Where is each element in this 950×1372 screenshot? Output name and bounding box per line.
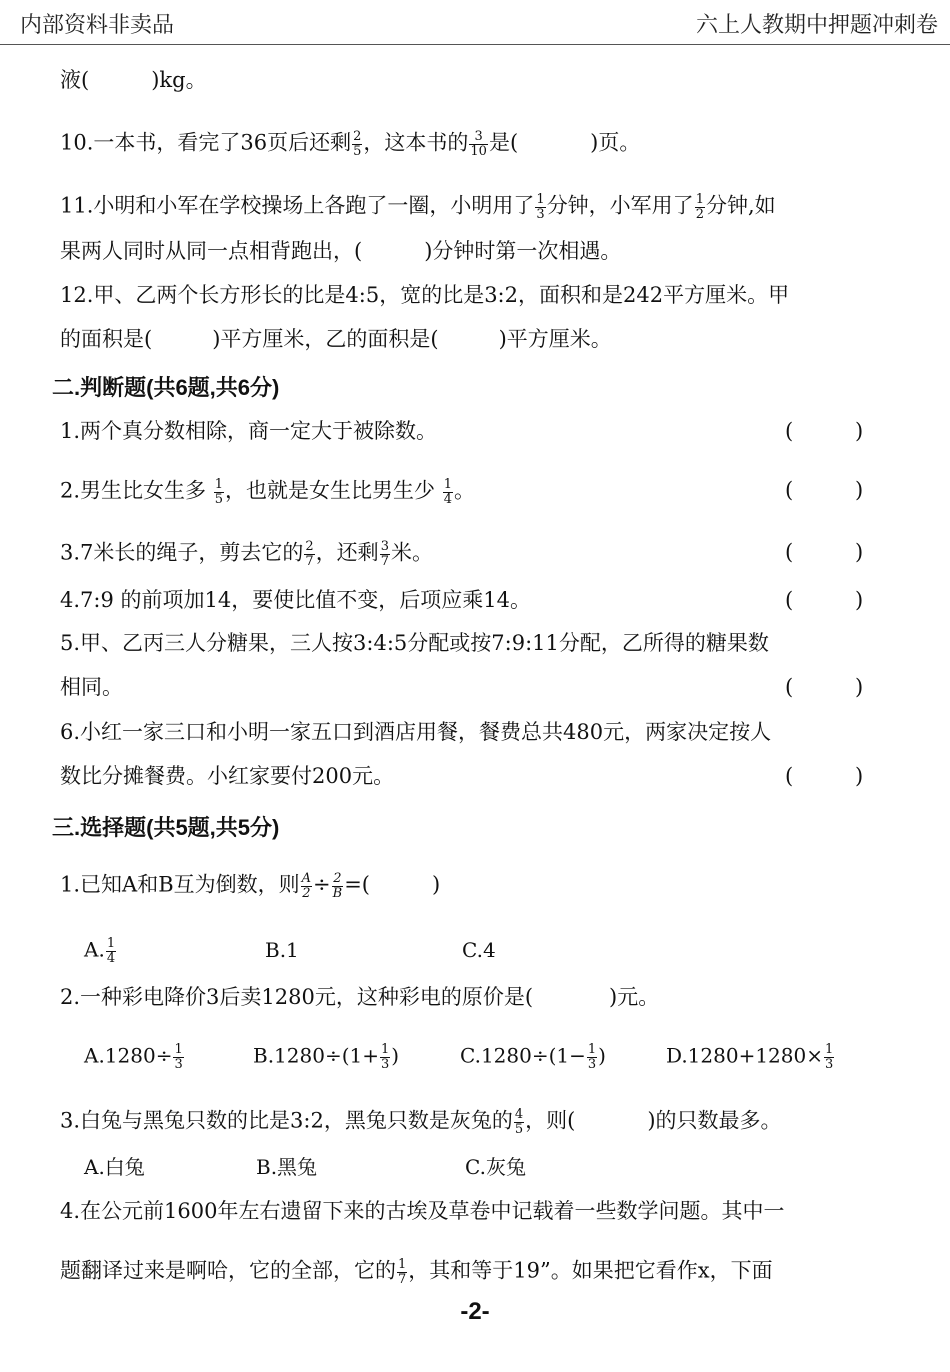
q10-line: 10.一本书，看完了36页后还剩 $\frac{2}{5}$ ，这本书的 $\frac{3}{10}$ 是( )页。 <box>60 129 641 159</box>
choice-q2-option-a[interactable]: A.1280÷ $\frac{1}{3}$ <box>84 1042 183 1072</box>
fraction: $\frac{2}{B}$ <box>332 871 343 901</box>
fraction: $\frac{2}{7}$ <box>305 539 314 569</box>
judge-q5-line1: 5.甲、乙丙三人分糖果，三人按3:4:5分配或按7:9:11分配，乙所得的糖果数 <box>60 631 769 655</box>
answer-paren: ( ) <box>785 764 864 788</box>
answer-paren: ( ) <box>785 540 864 564</box>
choice-q3-option-c[interactable]: C.灰兔 <box>465 1155 526 1179</box>
fraction: $\frac{1}{2}$ <box>695 192 704 222</box>
section-title-choice: 三.选择题(共5题,共5分) <box>52 815 280 840</box>
choice-q3-option-b[interactable]: B.黑兔 <box>256 1155 318 1179</box>
judge-q1: 1.两个真分数相除，商一定大于被除数。 <box>60 419 438 443</box>
q9-continuation: 液( )kg。 <box>60 68 207 92</box>
header-left-text: 内部资料非卖品 <box>20 13 175 38</box>
fraction: $\frac{1}{3}$ <box>825 1042 834 1072</box>
q11-line2: 果两人同时从同一点相背跑出，( )分钟时第一次相遇。 <box>60 239 622 263</box>
fraction: $\frac{1}{3}$ <box>381 1042 390 1072</box>
q12-line2: 的面积是( )平方厘米，乙的面积是( )平方厘米。 <box>60 327 612 351</box>
fraction: $\frac{2}{5}$ <box>353 129 362 159</box>
fraction: $\frac{A}{2}$ <box>301 871 312 901</box>
fraction: $\frac{3}{10}$ <box>470 129 487 159</box>
choice-q1-option-a[interactable]: A. $\frac{1}{4}$ <box>84 936 116 966</box>
judge-q4: 4.7:9 的前项加14，要使比值不变，后项应乘14。 <box>60 588 531 612</box>
fraction: $\frac{1}{3}$ <box>174 1042 183 1072</box>
choice-q2-option-d[interactable]: D.1280+1280× $\frac{1}{3}$ <box>666 1042 834 1072</box>
choice-q2-option-c[interactable]: C.1280÷(1− $\frac{1}{3}$ ) <box>460 1042 606 1072</box>
fraction: $\frac{3}{7}$ <box>380 539 389 569</box>
header-right-text: 六上人教期中押题冲刺卷 <box>695 13 938 38</box>
fraction: $\frac{1}{5}$ <box>214 477 223 507</box>
judge-q2: 2.男生比女生多 $\frac{1}{5}$ ，也就是女生比男生少 $\frac{1}{4}$ 。 <box>60 477 475 507</box>
choice-q1: 1.已知A和B互为倒数，则 $\frac{A}{2}$ ÷ $\frac{2}{B}$ =( ) <box>60 871 441 901</box>
fraction: $\frac{4}{5}$ <box>514 1107 524 1137</box>
choice-q2: 2.一种彩电降价3后卖1280元，这种彩电的原价是( )元。 <box>60 985 660 1009</box>
judge-q5-line2: 相同。 <box>60 675 123 699</box>
choice-q4-line2: 题翻译过来是啊哈，它的全部，它的 $\frac{1}{7}$ ，其和等于19”。如果把它看作x，下面 <box>60 1257 773 1287</box>
header-divider <box>0 44 950 45</box>
judge-q6-line1: 6.小红一家三口和小明一家五口到酒店用餐，餐费总共480元，两家决定按人 <box>60 720 772 744</box>
judge-q3: 3.7米长的绳子，剪去它的 $\frac{2}{7}$ ，还剩 $\frac{3}{7}$ 米。 <box>60 539 433 569</box>
answer-paren: ( ) <box>785 478 864 502</box>
fraction: $\frac{1}{7}$ <box>398 1257 407 1287</box>
choice-q2-option-b[interactable]: B.1280÷(1+ $\frac{1}{3}$ ) <box>253 1042 400 1072</box>
answer-paren: ( ) <box>785 675 864 699</box>
answer-paren: ( ) <box>785 419 864 443</box>
answer-paren: ( ) <box>785 588 864 612</box>
choice-q3-option-a[interactable]: A.白兔 <box>84 1155 145 1179</box>
fraction: $\frac{1}{3}$ <box>587 1042 597 1072</box>
choice-q4-line1: 4.在公元前1600年左右遗留下来的古埃及草卷中记载着一些数学问题。其中一 <box>60 1199 785 1223</box>
page-number: -2- <box>460 1298 490 1325</box>
judge-q6-line2: 数比分摊餐费。小红家要付200元。 <box>60 764 395 788</box>
fraction: $\frac{1}{4}$ <box>106 936 116 966</box>
q11-line1: 11.小明和小军在学校操场上各跑了一圈，小明用了 $\frac{1}{3}$ 分钟，小军用了 $\frac{1}{2}$ 分钟,如 <box>60 192 776 222</box>
fraction: $\frac{1}{3}$ <box>536 192 545 222</box>
q12-line1: 12.甲、乙两个长方形长的比是4:5，宽的比是3:2，面积和是242平方厘米。甲 <box>60 283 790 307</box>
choice-q1-option-b[interactable]: B.1 <box>265 938 299 962</box>
fraction: $\frac{1}{4}$ <box>443 477 452 507</box>
section-title-judgment: 二.判断题(共6题,共6分) <box>52 375 280 400</box>
choice-q1-option-c[interactable]: C.4 <box>462 938 496 962</box>
choice-q3: 3.白兔与黑兔只数的比是3:2，黑兔只数是灰兔的 $\frac{4}{5}$ ，则( )的只数最多。 <box>60 1107 782 1137</box>
